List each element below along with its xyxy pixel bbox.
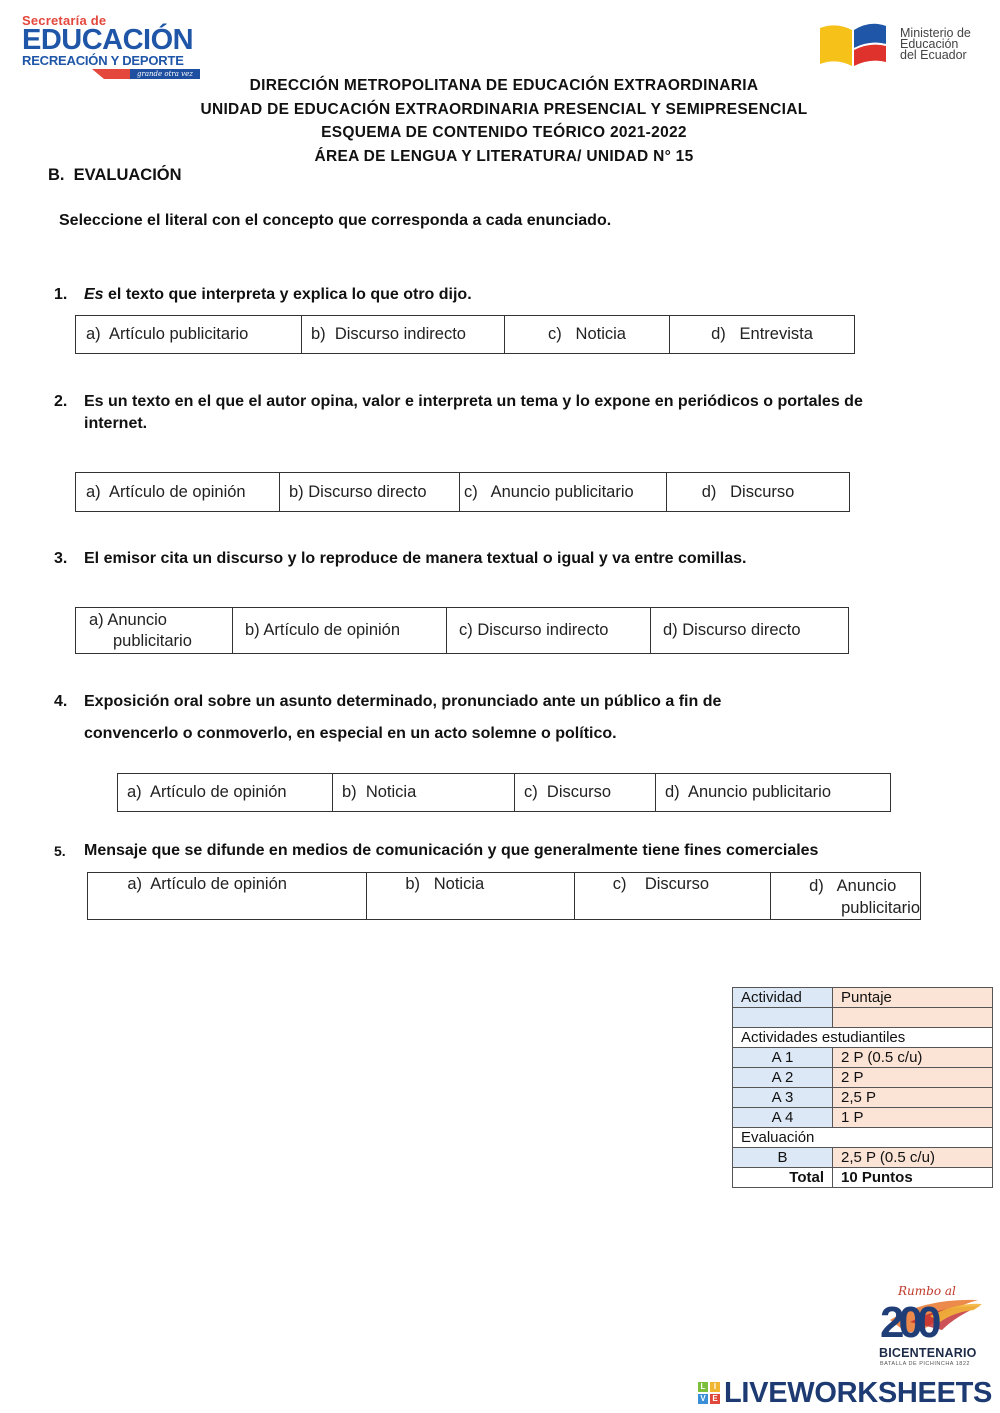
score-row xyxy=(733,1048,993,1068)
option-label: Discurso xyxy=(644,875,710,893)
ministerio-line-1: Ministerio de xyxy=(900,26,971,40)
option-d[interactable] xyxy=(651,608,849,654)
option-letter: a) xyxy=(86,482,101,501)
bicentenario-subtitle: BATALLA DE PICHINCHA 1822 xyxy=(880,1361,970,1367)
logo-line-3: RECREACIÓN Y DEPORTE xyxy=(22,53,184,68)
question-text-rest: el texto que interpreta y explica lo que otro dijo. xyxy=(103,286,472,303)
question-2 xyxy=(54,391,994,437)
ministerio-text xyxy=(900,28,971,61)
options-table-4 xyxy=(117,773,891,812)
score-cell: 2 P xyxy=(833,1068,993,1088)
activity-cell: B xyxy=(733,1148,833,1168)
option-a[interactable] xyxy=(88,873,367,920)
option-c[interactable] xyxy=(515,774,656,812)
block-l: L xyxy=(698,1382,708,1392)
question-number: 4. xyxy=(54,693,68,710)
option-label: Anuncio publicitario xyxy=(490,482,634,501)
activity-cell: A 1 xyxy=(733,1048,833,1068)
score-row xyxy=(733,1148,993,1168)
option-b[interactable] xyxy=(280,473,460,512)
question-text: El emisor cita un discurso y lo reproduce de manera textual o igual y va entre comillas. xyxy=(84,550,747,567)
option-label: Discurso indirecto xyxy=(477,621,609,639)
section-title: B. EVALUACIÓN xyxy=(48,166,182,184)
instruction-text: Seleccione el literal con el concepto que corresponda a cada enunciado. xyxy=(59,212,612,229)
score-empty-row xyxy=(733,1008,993,1028)
option-label: Artículo de opinión xyxy=(150,875,287,893)
option-label: Anuncio xyxy=(107,610,167,629)
question-text-line-2: convencerlo o conmoverlo, en especial en un acto solemne o político. xyxy=(84,725,617,742)
option-label-line-2: publicitario xyxy=(113,631,192,650)
score-header-row xyxy=(733,988,993,1008)
option-letter: c) xyxy=(524,783,538,801)
liveworksheets-brand: LIVEWORKSHEETS xyxy=(724,1377,993,1409)
option-label: Anuncio publicitario xyxy=(687,783,832,801)
option-letter: a) xyxy=(127,783,142,801)
title-esquema: ESQUEMA DE CONTENIDO TEÓRICO 2021-2022 xyxy=(321,124,687,141)
option-letter: c) xyxy=(612,875,627,893)
option-label: Discurso directo xyxy=(682,621,801,639)
score-cell: 2,5 P (0.5 c/u) xyxy=(833,1148,993,1168)
ministerio-line-3: del Ecuador xyxy=(900,48,967,62)
option-letter: d) xyxy=(663,621,678,639)
option-letter: d) xyxy=(711,325,726,343)
title-unidad: UNIDAD DE EDUCACIÓN EXTRAORDINARIA PRESENCIAL Y SEMIPRESENCIAL xyxy=(200,100,808,118)
option-label: Entrevista xyxy=(739,325,813,343)
option-label: Noticia xyxy=(575,325,626,343)
open-book-icon xyxy=(818,22,888,68)
option-letter: a) xyxy=(86,325,101,343)
option-d[interactable] xyxy=(670,316,855,354)
option-letter: d) xyxy=(701,482,717,501)
score-row xyxy=(733,1088,993,1108)
score-group-row xyxy=(733,1128,993,1148)
option-c[interactable] xyxy=(505,316,670,354)
empty-activity-cell xyxy=(733,1008,833,1028)
block-v: V xyxy=(698,1394,708,1404)
question-text-line-2: internet. xyxy=(84,415,148,432)
option-label: Artículo publicitario xyxy=(108,325,249,343)
question-text: Mensaje que se difunde en medios de comunicación y que generalmente tiene fines comerciales xyxy=(84,842,819,859)
question-text-line-1: Exposición oral sobre un asunto determinado, pronunciado ante un público a fin de xyxy=(84,693,722,710)
option-label: Noticia xyxy=(365,783,417,801)
total-label: Total xyxy=(733,1168,833,1188)
options-table-1 xyxy=(75,315,855,354)
score-group-row xyxy=(733,1028,993,1048)
activity-cell: A 2 xyxy=(733,1068,833,1088)
options-table-3 xyxy=(75,607,849,654)
option-letter: d) xyxy=(665,783,680,801)
question-number: 2. xyxy=(54,393,68,410)
ministerio-educacion-logo xyxy=(818,18,988,70)
score-total-row xyxy=(733,1168,993,1188)
option-letter: c) xyxy=(548,325,562,343)
option-letter: c) xyxy=(459,621,473,639)
option-label: Noticia xyxy=(433,875,485,893)
group-label: Evaluación xyxy=(733,1128,993,1148)
option-letter: b) xyxy=(311,325,326,343)
option-label: Artículo de opinión xyxy=(149,783,287,801)
header-activity: Actividad xyxy=(733,988,833,1008)
question-number: 5. xyxy=(54,843,66,859)
option-c[interactable] xyxy=(447,608,651,654)
group-label: Actividades estudiantiles xyxy=(733,1028,993,1048)
option-a[interactable] xyxy=(118,774,333,812)
score-cell: 2,5 P xyxy=(833,1088,993,1108)
logo-line-1: Secretaría de xyxy=(22,13,107,28)
secretaria-educacion-logo xyxy=(22,14,202,76)
options-table-5 xyxy=(87,872,921,920)
option-label: Anuncio xyxy=(836,877,897,895)
option-letter: b) xyxy=(342,783,357,801)
option-a[interactable] xyxy=(76,316,302,354)
header-score: Puntaje xyxy=(833,988,993,1008)
option-label: Discurso directo xyxy=(308,482,427,501)
options-table-2 xyxy=(75,472,850,512)
score-cell: 1 P xyxy=(833,1108,993,1128)
option-b[interactable] xyxy=(367,873,574,920)
option-label: Discurso xyxy=(730,482,795,501)
block-i: I xyxy=(710,1382,720,1392)
bicentenario-rumbo: Rumbo al xyxy=(898,1284,956,1298)
question-text-line-1: Es un texto en el que el autor opina, valor e interpreta un tema y lo expone en periódicos o portales de xyxy=(84,393,863,410)
score-table xyxy=(732,987,993,1188)
option-c[interactable] xyxy=(574,873,770,920)
question-text xyxy=(84,284,472,306)
question-text-italic: Es xyxy=(84,286,104,303)
question-4 xyxy=(54,691,954,751)
logo-line-2: EDUCACIÓN xyxy=(22,24,194,56)
score-row xyxy=(733,1108,993,1128)
activity-cell: A 4 xyxy=(733,1108,833,1128)
option-c[interactable] xyxy=(460,473,667,512)
option-a[interactable] xyxy=(76,473,280,512)
bicentenario-number: 200 xyxy=(880,1298,936,1347)
option-letter: d) xyxy=(809,877,824,895)
title-area: ÁREA DE LENGUA Y LITERATURA/ UNIDAD N° 15 xyxy=(314,147,694,165)
ministerio-line-2: Educación xyxy=(900,37,959,51)
document-titles xyxy=(0,74,1000,168)
option-label: Artículo de opinión xyxy=(263,621,401,639)
empty-score-cell xyxy=(833,1008,993,1028)
question-number: 1. xyxy=(54,286,68,303)
block-e: E xyxy=(710,1394,720,1404)
question-number: 3. xyxy=(54,550,68,567)
option-letter: a) xyxy=(127,875,143,893)
total-value: 10 Puntos xyxy=(833,1168,993,1188)
option-label: Discurso xyxy=(546,783,612,801)
title-direccion: DIRECCIÓN METROPOLITANA DE EDUCACIÓN EXTRAORDINARIA xyxy=(249,77,759,94)
option-label: Discurso indirecto xyxy=(334,325,466,343)
option-d[interactable] xyxy=(667,473,850,512)
option-letter: b) xyxy=(289,482,304,501)
option-label-line-2: publicitario xyxy=(841,899,920,917)
option-a[interactable] xyxy=(76,608,233,654)
option-label: Artículo de opinión xyxy=(108,482,246,501)
option-letter: b) xyxy=(245,621,260,639)
score-cell: 2 P (0.5 c/u) xyxy=(833,1048,993,1068)
option-letter: a) xyxy=(89,610,104,629)
bicentenario-title: BICENTENARIO xyxy=(879,1346,977,1360)
live-blocks-icon xyxy=(698,1382,722,1406)
option-letter: b) xyxy=(405,875,420,893)
option-letter: c) xyxy=(464,482,478,501)
option-b[interactable] xyxy=(333,774,515,812)
option-b[interactable] xyxy=(233,608,447,654)
activity-cell: A 3 xyxy=(733,1088,833,1108)
option-d[interactable] xyxy=(656,774,891,812)
option-d[interactable] xyxy=(771,873,921,920)
logo-tagline: grande otra vez xyxy=(130,69,200,79)
option-b[interactable] xyxy=(302,316,505,354)
bicentenario-logo xyxy=(870,1284,990,1368)
score-row xyxy=(733,1068,993,1088)
